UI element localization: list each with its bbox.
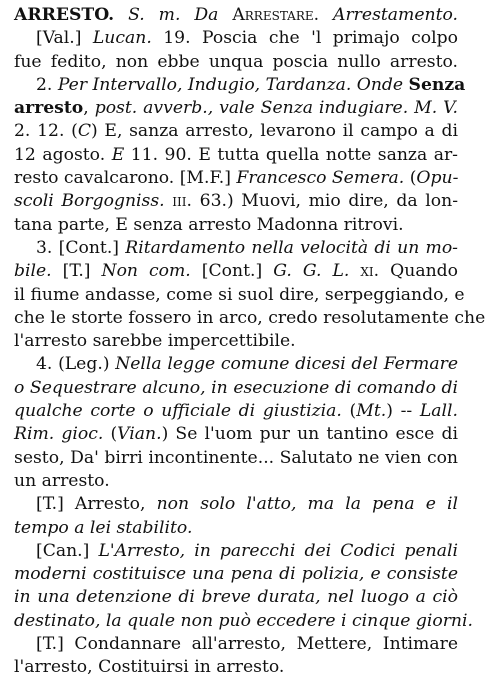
note-t-line: [T.] Arresto, non solo l'atto, ma la pena e il	[36, 494, 458, 515]
entry-line: 2. 12. (C) E, sanza arresto, levarono il campo a di	[14, 121, 458, 142]
entry-line: resto cavalcarono. [M.F.] Francesco Semera. (Opu-	[14, 168, 459, 189]
entry-line: moderni costituisce una pena di polizia, e consiste	[14, 564, 458, 585]
entry-line: bile. [T.] Non com. [Cont.] G. G. L. xi. Quando	[14, 261, 459, 282]
entry-line: fue fedito, non ebbe unqua poscia nullo arresto.	[14, 51, 458, 72]
entry-line: Rim. gioc. (Vian.) Se l'uom pur un tantino esce di	[14, 424, 459, 445]
entry-line: che le storte fossero in arco, credo resolutamente che	[14, 307, 485, 328]
entry-line: qualche corte o ufficiale di giustizia. (Mt.) -- Lall.	[14, 401, 458, 422]
note-can-line: [Can.] L'Arresto, in parecchi dei Codici penali	[36, 540, 458, 561]
entry-line: sesto, Da' birri incontinente... Salutato ne vien con	[14, 447, 458, 468]
entry-headword-line: ARRESTO. S. m. Da Arrestare. Arrestamento.	[14, 5, 458, 25]
entry-line: scoli Borgogniss. iii. 63.) Muovi, mio dire, da lon-	[14, 191, 458, 212]
entry-line: l'arresto, Costituirsi in arresto.	[14, 657, 285, 678]
entry-line: l'arresto sarebbe impercettibile.	[14, 331, 296, 352]
entry-line: 12 agosto. E 11. 90. E tutta quella notte sanza ar-	[14, 144, 458, 165]
sense-3-line: 3. [Cont.] Ritardamento nella velocità di un mo-	[36, 237, 458, 258]
entry-line: tempo a lei stabilito.	[14, 517, 193, 538]
entry-line: arresto, post. avverb., vale Senza indugiare. M. V.	[14, 98, 458, 119]
note-t-line: [T.] Condannare all'arresto, Mettere, Intimare	[36, 634, 458, 655]
sense-2-line: 2. Per Intervallo, Indugio, Tardanza. Onde Senza	[36, 74, 466, 95]
entry-line: un arresto.	[14, 470, 110, 491]
entry-line: [Val.] Lucan. 19. Poscia che 'l primajo colpo	[36, 28, 458, 49]
entry-line: tana parte, E senza arresto Madonna ritrovi.	[14, 214, 404, 235]
entry-line: in una detenzione di breve durata, nel luogo a ciò	[14, 587, 458, 608]
entry-line: o Sequestrare alcuno, in esecuzione di comando di	[14, 377, 458, 398]
sense-4-line: 4. (Leg.) Nella legge comune dicesi del Fermare	[36, 354, 458, 375]
entry-line: il fiume andasse, come si suol dire, serpeggiando, e	[14, 284, 465, 305]
entry-line: destinato, la quale non può eccedere i cinque giorni.	[14, 610, 473, 631]
